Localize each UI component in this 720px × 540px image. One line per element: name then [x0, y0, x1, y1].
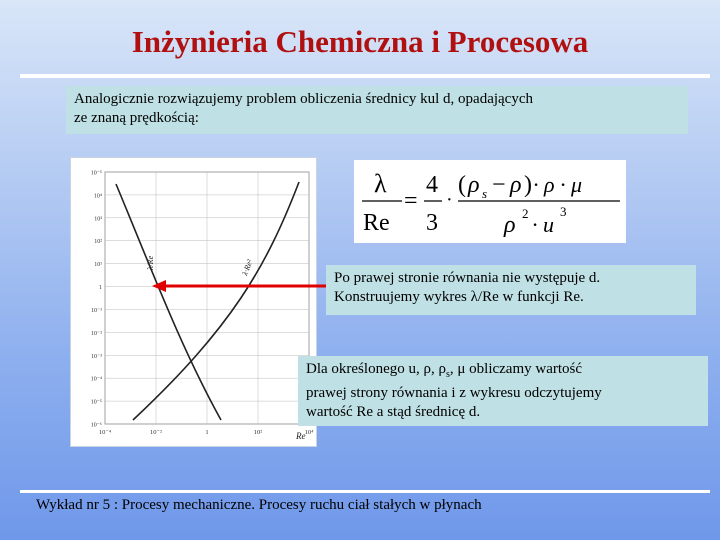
x-tick-label: 1 [205, 429, 209, 436]
formula-close-paren: ) [524, 172, 532, 198]
formula-numerator-rest: · ρ · μ [533, 172, 583, 197]
intro-textbox [66, 86, 688, 134]
formula-rho-s: ρ [468, 172, 480, 198]
x-tick-label: 10⁴ [304, 429, 314, 436]
formula-den-u: · u [532, 212, 554, 237]
note2-line-2: prawej strony równania i z wykresu odczytujemy [306, 385, 602, 401]
y-tick-label: 10⁻⁶ [90, 422, 102, 429]
formula-minus: − [492, 172, 506, 198]
y-tick-label: 10² [94, 239, 102, 246]
formula-open-paren: ( [458, 172, 466, 198]
formula-re: Re [363, 210, 390, 236]
formula-svg [354, 160, 626, 243]
curve2-label: λ·Re² [240, 258, 255, 277]
graph-svg [71, 158, 316, 446]
formula-rho: ρ [510, 172, 522, 198]
formula-box [354, 160, 626, 243]
x-tick-label: 10⁻⁴ [98, 429, 112, 436]
intro-line-1: Analogicznie rozwiązujemy problem obliczenia średnicy kul d, opadających [74, 91, 533, 107]
note2-line-1: Dla określonego u, ρ, $\rho_s$, μ obliczamy wartość [306, 361, 583, 380]
y-tick-label: 10⁻³ [91, 353, 102, 360]
y-tick-label: 1 [99, 285, 102, 292]
y-tick-label: 10³ [94, 216, 102, 223]
y-tick-label: 10⁻² [91, 330, 102, 337]
formula-rho-s-sub: s [482, 186, 488, 201]
y-tick-label: 10⁻⁴ [90, 376, 102, 383]
y-tick-label: 10⁴ [93, 193, 102, 200]
formula-lambda: λ [374, 169, 387, 198]
formula-equals: = [404, 188, 418, 214]
slide-title: Inżynieria Chemiczna i Procesowa [131, 24, 589, 59]
x-tick-label: 10² [253, 429, 263, 436]
formula-den-rho-exp: 2 [522, 206, 529, 221]
formula-four: 4 [426, 172, 438, 198]
note-textbox-2 [298, 356, 708, 426]
note1-line-2: Konstruujemy wykres λ/Re w funkcji Re. [334, 289, 584, 305]
note-textbox-1 [326, 265, 696, 315]
y-tick-label: 10¹ [94, 262, 102, 269]
pointer-arrow [152, 276, 332, 296]
title-divider [20, 74, 710, 78]
slide-footer: Wykład nr 5 : Procesy mechaniczne. Procesy ruchu ciał stałych w płynach [36, 497, 482, 513]
intro-line-2: ze znaną prędkością: [74, 110, 199, 126]
y-tick-label: 10⁻⁵ [90, 170, 102, 177]
x-tick-label: 10⁻² [150, 429, 162, 436]
y-tick-label: 10⁻⁵ [90, 399, 102, 406]
curve1-label: λ/Re [146, 255, 155, 270]
graph-y-ticks [91, 171, 102, 429]
y-tick-label: 10⁻¹ [91, 307, 102, 314]
formula-den-u-exp: 3 [560, 204, 567, 219]
footer-divider [20, 490, 710, 493]
graph-x-ticks [99, 429, 314, 436]
x-axis-label: Re [296, 431, 306, 441]
drag-coefficient-graph [70, 157, 317, 447]
graph-grid [105, 172, 309, 424]
formula-dot: · [446, 189, 453, 211]
formula-den-rho: ρ [504, 212, 516, 238]
formula-three: 3 [426, 210, 438, 236]
note1-line-1: Po prawej stronie równania nie występuje d. [334, 270, 601, 286]
note2-line-3: wartość Re a stąd średnicę d. [306, 404, 481, 420]
